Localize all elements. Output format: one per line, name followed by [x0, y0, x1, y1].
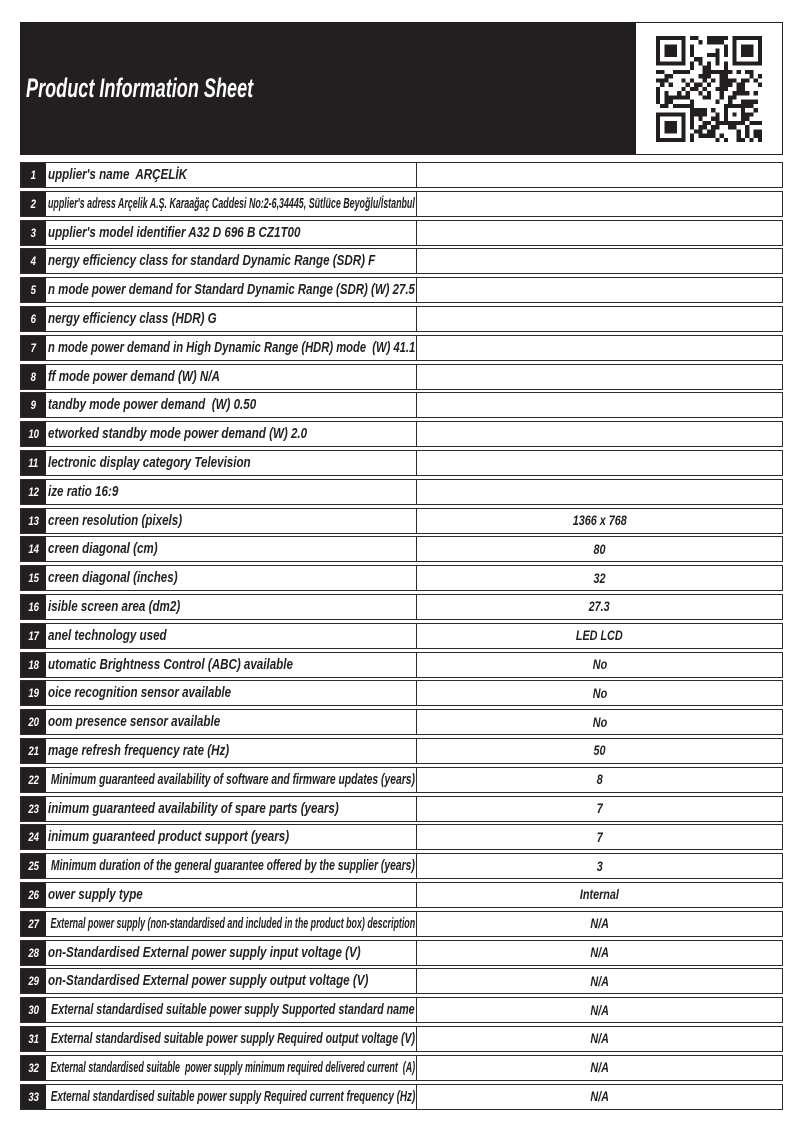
table-row	[20, 882, 783, 908]
row-value-cell	[416, 998, 782, 1022]
row-label: creen diagonal (inches)	[48, 570, 178, 587]
row-value-cell	[416, 941, 782, 965]
row-number-badge	[21, 681, 46, 705]
table-row	[20, 479, 783, 505]
row-number: 30	[28, 1003, 39, 1018]
row-label-cell	[46, 595, 416, 619]
table-row	[20, 623, 783, 649]
row-label-cell	[46, 1085, 416, 1109]
table-row	[20, 853, 783, 879]
row-label: creen resolution (pixels)	[48, 512, 183, 529]
row-label-cell	[46, 537, 416, 561]
row-label-cell	[46, 883, 416, 907]
row-value-cell	[416, 595, 782, 619]
table-row	[20, 421, 783, 447]
row-number: 20	[28, 715, 39, 730]
row-label: etworked standby mode power demand (W) 2.0	[48, 426, 308, 443]
row-number-badge	[21, 221, 46, 245]
table-row	[20, 709, 783, 735]
row-value-cell	[416, 710, 782, 734]
row-number-badge	[21, 1027, 46, 1051]
row-number: 12	[28, 484, 39, 499]
row-label: n mode power demand for Standard Dynamic Range (SDR) (W) 27.5	[48, 282, 415, 299]
row-number-badge	[21, 336, 46, 360]
row-label-cell	[46, 681, 416, 705]
row-label-cell	[46, 912, 416, 936]
row-label: upplier's adress Arçelik A.Ş. Karaağaç Caddesi No:2-6,34445, Sütlüce Beyoğlu/İstanbul	[48, 195, 415, 212]
table-row	[20, 248, 783, 274]
row-label-cell	[46, 653, 416, 677]
row-label-cell	[46, 768, 416, 792]
row-number: 28	[28, 945, 39, 960]
row-number-badge	[21, 192, 46, 216]
row-number: 24	[28, 830, 39, 845]
row-label: on-Standardised External power supply output voltage (V)	[48, 973, 369, 990]
row-value-cell	[416, 163, 782, 187]
row-value-cell	[416, 1085, 782, 1109]
row-number: 11	[28, 455, 39, 470]
row-label-cell	[46, 278, 416, 302]
row-label-cell	[46, 624, 416, 648]
table-row	[20, 767, 783, 793]
row-value: N/A	[590, 1002, 609, 1018]
row-number: 1	[30, 168, 37, 182]
row-label: oom presence sensor available	[48, 714, 221, 731]
row-label: External power supply (non-standardised and included in the product box) description	[48, 915, 416, 932]
row-value: 50	[593, 743, 606, 759]
row-value: N/A	[590, 973, 609, 989]
row-number-badge	[21, 969, 46, 993]
table-row	[20, 911, 783, 937]
row-label: anel technology used	[48, 627, 167, 644]
row-number-badge	[21, 883, 46, 907]
row-number: 17	[28, 628, 39, 643]
row-number-badge	[21, 451, 46, 475]
table-row	[20, 220, 783, 246]
table-row	[20, 1055, 783, 1081]
row-value-cell	[416, 307, 782, 331]
table-row	[20, 277, 783, 303]
table-row	[20, 968, 783, 994]
row-label-cell	[46, 307, 416, 331]
row-number-badge	[21, 365, 46, 389]
table-row	[20, 940, 783, 966]
row-value-cell	[416, 1056, 782, 1080]
table-row	[20, 450, 783, 476]
row-value-cell	[416, 221, 782, 245]
row-number: 13	[28, 513, 39, 528]
row-label: External standardised suitable power supply minimum required delivered current (A)	[48, 1059, 416, 1076]
row-label: isible screen area (dm2)	[48, 598, 181, 615]
row-number: 14	[28, 542, 39, 557]
row-value-cell	[416, 336, 782, 360]
row-value: LED LCD	[576, 628, 623, 644]
row-label: oice recognition sensor available	[48, 685, 232, 702]
row-value: No	[592, 657, 607, 673]
table-row	[20, 1026, 783, 1052]
row-label: inimum guaranteed availability of spare parts (years)	[48, 800, 339, 817]
row-number: 10	[28, 427, 39, 442]
table-row	[20, 997, 783, 1023]
row-number: 6	[30, 311, 37, 326]
row-label: tandby mode power demand (W) 0.50	[48, 397, 257, 414]
row-value-cell	[416, 653, 782, 677]
row-label: upplier's model identifier A32 D 696 B CZ1T00	[48, 224, 301, 241]
row-label-cell	[46, 451, 416, 475]
row-value: No	[592, 685, 607, 701]
row-value-cell	[416, 825, 782, 849]
row-label: Minimum guaranteed availability of software and firmware updates (years)	[48, 771, 415, 788]
row-number: 29	[28, 974, 39, 989]
row-label: ff mode power demand (W) N/A	[48, 368, 220, 385]
qr-code-icon	[656, 36, 762, 142]
row-label-cell	[46, 509, 416, 533]
row-label: mage refresh frequency rate (Hz)	[48, 742, 230, 759]
row-label: utomatic Brightness Control (ABC) available	[48, 656, 293, 673]
page-title: Product Information Sheet	[26, 73, 254, 103]
row-number: 26	[28, 887, 39, 902]
row-value: 3	[596, 858, 603, 874]
row-number: 33	[28, 1089, 39, 1104]
row-number-badge	[21, 537, 46, 561]
table-row	[20, 738, 783, 764]
table-row	[20, 306, 783, 332]
row-value: N/A	[590, 1031, 609, 1047]
row-number: 19	[28, 686, 39, 701]
row-number-badge	[21, 393, 46, 417]
row-label-cell	[46, 192, 416, 216]
row-number-badge	[21, 768, 46, 792]
row-value: 27.3	[588, 599, 611, 615]
row-value: 7	[596, 801, 603, 817]
row-value-cell	[416, 192, 782, 216]
row-label: creen diagonal (cm)	[48, 541, 158, 558]
header-bar	[20, 22, 635, 155]
row-label: nergy efficiency class for standard Dynamic Range (SDR) F	[48, 253, 376, 270]
row-value-cell	[416, 912, 782, 936]
row-value-cell	[416, 768, 782, 792]
row-number-badge	[21, 566, 46, 590]
row-number-badge	[21, 941, 46, 965]
row-label-cell	[46, 1056, 416, 1080]
row-label-cell	[46, 566, 416, 590]
row-number-badge	[21, 1085, 46, 1109]
row-value-cell	[416, 393, 782, 417]
row-label-cell	[46, 825, 416, 849]
row-label-cell	[46, 365, 416, 389]
row-number-badge	[21, 509, 46, 533]
row-label-cell	[46, 739, 416, 763]
row-label: n mode power demand in High Dynamic Range (HDR) mode (W) 41.1	[48, 339, 416, 356]
table-row	[20, 392, 783, 418]
row-number: 3	[30, 225, 37, 240]
row-value: N/A	[590, 1089, 609, 1104]
row-label: on-Standardised External power supply input voltage (V)	[48, 944, 361, 961]
row-value-cell	[416, 451, 782, 475]
row-number-badge	[21, 825, 46, 849]
row-value: N/A	[590, 1060, 609, 1076]
row-value-cell	[416, 509, 782, 533]
row-label-cell	[46, 480, 416, 504]
row-label-cell	[46, 163, 416, 187]
row-number: 4	[30, 254, 37, 269]
row-value-cell	[416, 969, 782, 993]
row-number-badge	[21, 163, 46, 187]
table-row	[20, 680, 783, 706]
row-label: External standardised suitable power supply Supported standard name	[48, 1002, 415, 1019]
row-number-badge	[21, 1056, 46, 1080]
row-value-cell	[416, 624, 782, 648]
row-label-cell	[46, 221, 416, 245]
table-row	[20, 824, 783, 850]
row-number: 22	[28, 772, 39, 787]
row-value-cell	[416, 883, 782, 907]
row-value-cell	[416, 739, 782, 763]
row-label: External standardised suitable power supply Required output voltage (V)	[48, 1030, 415, 1047]
row-label-cell	[46, 393, 416, 417]
row-value: 32	[593, 570, 606, 586]
row-label: Minimum duration of the general guarantee offered by the supplier (years)	[48, 858, 415, 875]
row-value: No	[592, 714, 607, 730]
table-row	[20, 594, 783, 620]
row-number-badge	[21, 998, 46, 1022]
row-value: 1366 x 768	[572, 513, 627, 529]
row-value-cell	[416, 797, 782, 821]
table-row	[20, 364, 783, 390]
row-number-badge	[21, 797, 46, 821]
row-value: 80	[593, 541, 606, 557]
row-number-badge	[21, 278, 46, 302]
row-label-cell	[46, 1027, 416, 1051]
row-number-badge	[21, 595, 46, 619]
row-number: 23	[28, 801, 39, 816]
row-number-badge	[21, 624, 46, 648]
row-value-cell	[416, 422, 782, 446]
table-row	[20, 565, 783, 591]
row-number: 2	[30, 196, 37, 211]
row-value: N/A	[590, 945, 609, 961]
row-number-badge	[21, 739, 46, 763]
row-number-badge	[21, 480, 46, 504]
row-label-cell	[46, 710, 416, 734]
row-value-cell	[416, 854, 782, 878]
table-row	[20, 508, 783, 534]
table-row	[20, 335, 783, 361]
row-value-cell	[416, 1027, 782, 1051]
row-number: 9	[30, 398, 37, 413]
table-row	[20, 796, 783, 822]
row-label-cell	[46, 336, 416, 360]
row-label-cell	[46, 941, 416, 965]
row-number-badge	[21, 249, 46, 273]
row-value-cell	[416, 681, 782, 705]
row-value: 7	[596, 829, 603, 845]
row-number: 15	[28, 571, 39, 586]
row-number-badge	[21, 653, 46, 677]
row-number: 21	[28, 743, 39, 758]
row-number-badge	[21, 307, 46, 331]
row-label-cell	[46, 969, 416, 993]
row-label: ize ratio 16:9	[48, 483, 119, 500]
row-label: nergy efficiency class (HDR) G	[48, 310, 217, 327]
row-number: 25	[28, 859, 39, 874]
row-number: 18	[28, 657, 39, 672]
row-number: 8	[30, 369, 37, 384]
row-value-cell	[416, 566, 782, 590]
row-value-cell	[416, 537, 782, 561]
row-label-cell	[46, 854, 416, 878]
row-label-cell	[46, 998, 416, 1022]
row-value: N/A	[590, 916, 609, 932]
row-number: 32	[28, 1060, 39, 1075]
row-number-badge	[21, 854, 46, 878]
table-row	[20, 191, 783, 217]
row-value: 8	[596, 772, 603, 788]
row-value-cell	[416, 278, 782, 302]
row-number: 7	[30, 340, 37, 355]
table-row	[20, 162, 783, 188]
row-number-badge	[21, 710, 46, 734]
row-number: 27	[28, 916, 39, 931]
row-label-cell	[46, 249, 416, 273]
row-number: 31	[28, 1031, 39, 1046]
row-value-cell	[416, 480, 782, 504]
row-label: lectronic display category Television	[48, 454, 251, 471]
row-label-cell	[46, 422, 416, 446]
row-label-cell	[46, 797, 416, 821]
row-number-badge	[21, 912, 46, 936]
row-label: upplier's name ARÇELİK	[48, 167, 187, 183]
row-value: Internal	[579, 887, 619, 903]
row-number-badge	[21, 422, 46, 446]
table-row	[20, 1084, 783, 1110]
row-label: ower supply type	[48, 886, 143, 903]
row-label: External standardised suitable power supply Required current frequency (Hz)	[48, 1088, 416, 1105]
row-number: 5	[30, 283, 37, 298]
table-row	[20, 652, 783, 678]
spec-table	[20, 162, 783, 1112]
row-value-cell	[416, 249, 782, 273]
row-value-cell	[416, 365, 782, 389]
qr-code-box	[635, 22, 783, 155]
row-number: 16	[28, 599, 39, 614]
table-row	[20, 536, 783, 562]
row-label: inimum guaranteed product support (years)	[48, 829, 290, 846]
